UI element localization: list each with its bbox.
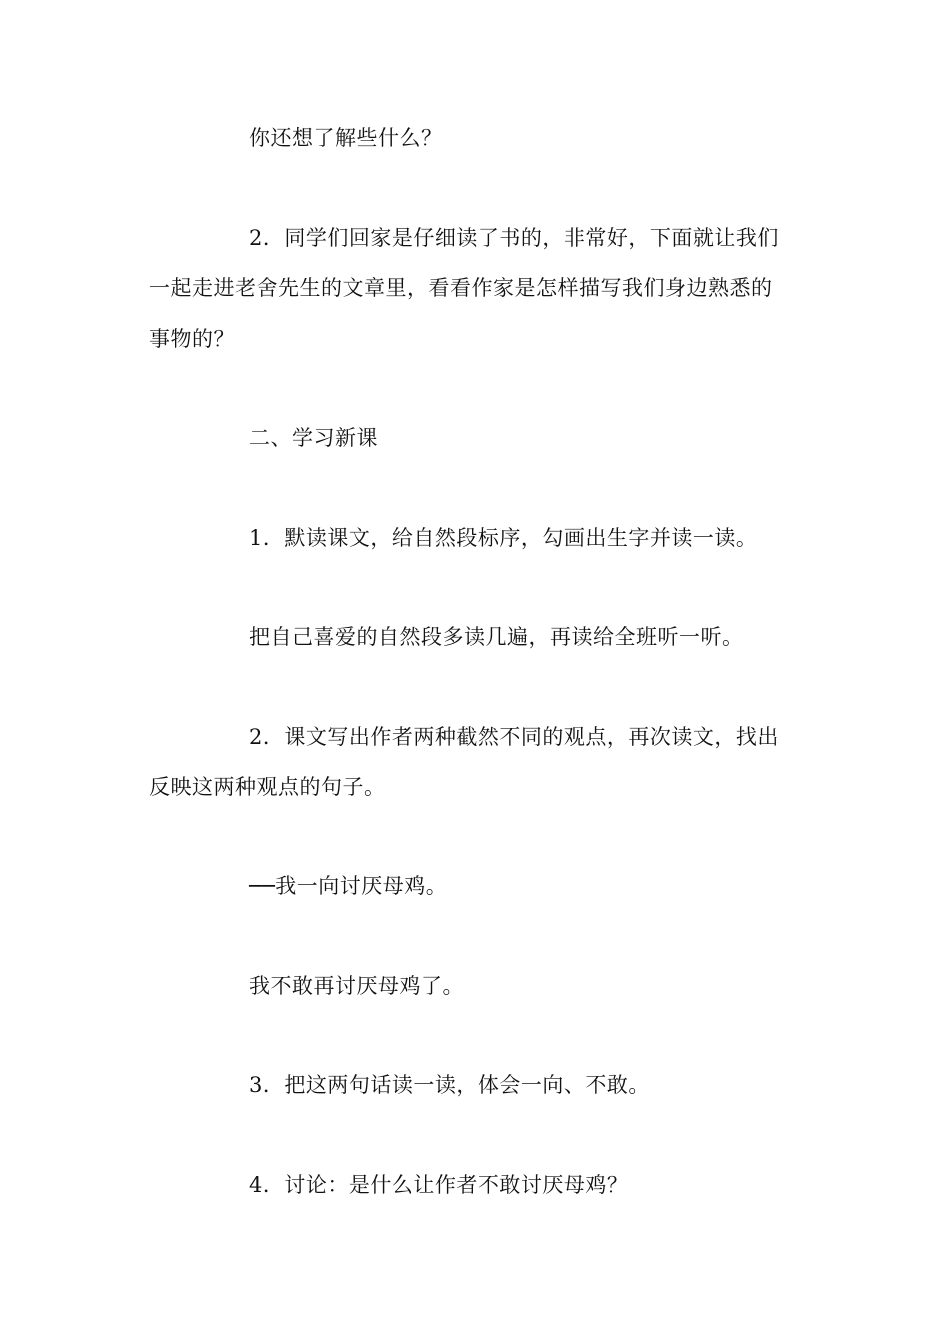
section-heading: 二、学习新课 <box>249 426 378 450</box>
paragraph-item-2-line-1: 2．同学们回家是仔细读了书的，非常好，下面就让我们 <box>249 226 779 250</box>
paragraph-step-3: 3．把这两句话读一读，体会一向、不敢。 <box>249 1073 650 1097</box>
quote-sentence-2: 我不敢再讨厌母鸡了。 <box>249 974 464 998</box>
paragraph-step-2-line-1: 2．课文写出作者两种截然不同的观点，再次读文，找出 <box>249 725 779 749</box>
quote-sentence-1: ──我一向讨厌母鸡。 <box>249 874 448 898</box>
paragraph-step-2-line-2: 反映这两种观点的句子。 <box>149 775 386 799</box>
paragraph-step-4: 4．讨论：是什么让作者不敢讨厌母鸡？ <box>249 1173 629 1197</box>
paragraph-item-2-line-3: 事物的？ <box>149 327 235 351</box>
paragraph-item-2-line-2: 一起走进老舍先生的文章里，看看作家是怎样描写我们身边熟悉的 <box>149 276 773 300</box>
paragraph-read-aloud: 把自己喜爱的自然段多读几遍，再读给全班听一听。 <box>249 625 744 649</box>
paragraph-question-line: 你还想了解些什么？ <box>249 126 443 150</box>
paragraph-step-1: 1．默读课文，给自然段标序，勾画出生字并读一读。 <box>249 526 758 550</box>
